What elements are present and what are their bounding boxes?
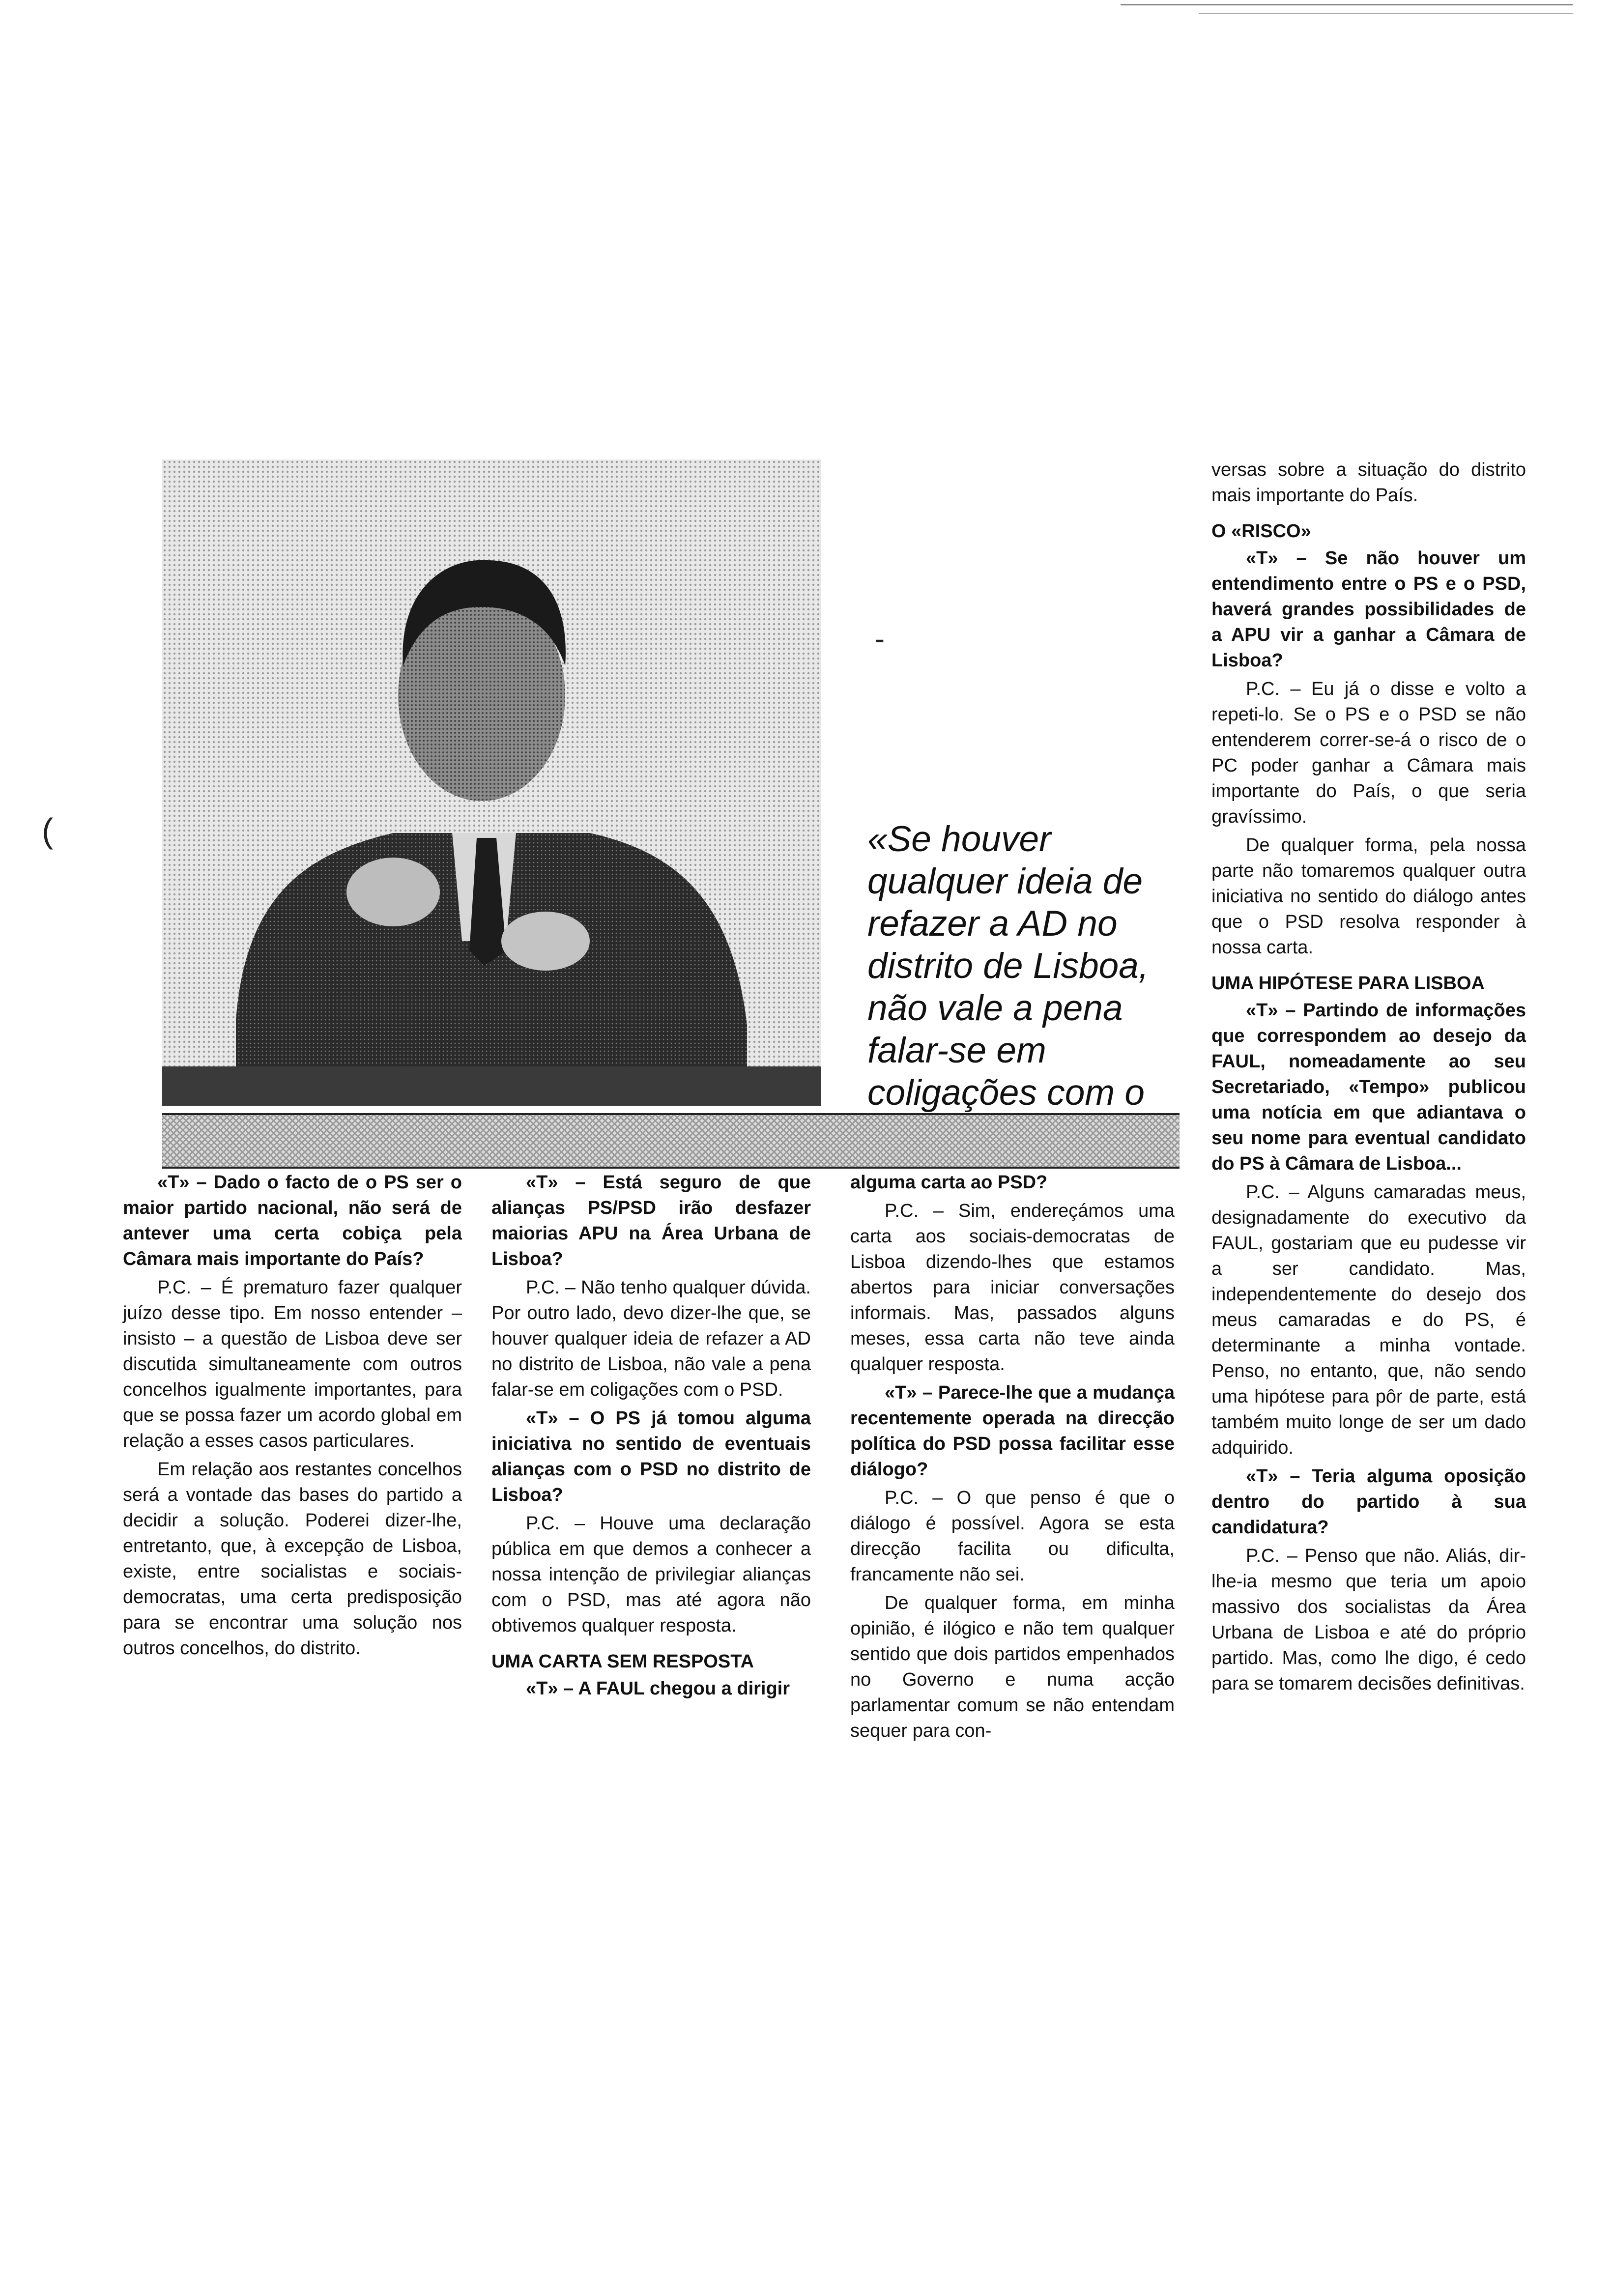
answer: De qualquer forma, em minha opinião, é ilógico e não tem qualquer sentido que dois partidos empenhados no Governo e numa acção parlamentar comum se não entendam sequer para con- [850, 1593, 1175, 1741]
question: «T» – Se não houver um entendimento entre o PS e o PSD, haverá grandes possibilidades de a APU vir a ganhar a Câmara de Lisboa? [1211, 548, 1526, 671]
question: «T» – Dado o facto de o PS ser o maior partido nacional, não será de antever uma certa cobiça pela Câmara mais importante do País? [123, 1172, 462, 1269]
column-2 [491, 1170, 811, 1704]
column-1 [123, 1170, 462, 1664]
pull-quote: «Se houver qualquer ideia de refazer a AD no distrito de Lisboa, não vale a pena falar-se em coligações com o [867, 819, 1149, 1113]
decorative-band [162, 1113, 1180, 1169]
subheading-risco: O «RISCO» [1211, 521, 1311, 542]
top-rule [1121, 4, 1573, 5]
question: «T» – Está seguro de que alianças PS/PSD irão desfazer maiorias APU na Área Urbana de Lisboa? [491, 1172, 811, 1269]
answer: P.C. – Houve uma declaração pública em que demos a conhecer a nossa intenção de privilegiar alianças com o PSD, mas até agora não obtivemos qualquer resposta. [491, 1513, 811, 1636]
question: «T» – Teria alguma oposição dentro do partido à sua candidatura? [1211, 1466, 1526, 1538]
question: «T» – Parece-lhe que a mudança recentemente operada na direcção política do PSD possa facilitar esse diálogo? [850, 1382, 1175, 1480]
answer: P.C. – Alguns camaradas meus, designadamente do executivo da FAUL, gostariam que eu pudesse vir a ser candidato. Mas, independentemente do desejo dos meus camaradas e do PS, é determinante a minha vontade. Penso, no entanto, que, não sendo uma hipótese para pôr de parte, está também muito longe de ser um dado adquirido. [1211, 1182, 1526, 1458]
column-4-top [1211, 457, 1526, 1699]
top-rule-secondary [1199, 13, 1573, 14]
subheading-carta: UMA CARTA SEM RESPOSTA [491, 1651, 754, 1672]
question: «T» – Partindo de informações que correspondem ao desejo da FAUL, nomeadamente ao seu Secretariado, «Tempo» publicou uma notícia em que adiantava o seu nome para eventual candidato do PS à Câmara de Lisboa... [1211, 1000, 1526, 1174]
answer: P.C. – É prematuro fazer qualquer juízo desse tipo. Em nosso entender – insisto – a questão de Lisboa deve ser discutida simultaneamente com outros concelhos igualmente importantes, para que se possa fazer um acordo global em relação a esses casos particulares. [123, 1277, 462, 1451]
answer: P.C. – O que penso é que o diálogo é possível. Agora se esta direcção facilita ou dificulta, francamente não sei. [850, 1488, 1175, 1585]
answer: Em relação aos restantes concelhos será a vontade das bases do partido a decidir a solução. Poderei dizer-lhe, entretanto, que, à excepção de Lisboa, existe, entre socialistas e sociais-democratas, uma certa predisposição para se encontrar uma solução nos outros concelhos, do distrito. [123, 1459, 462, 1659]
margin-mark: ( [42, 811, 54, 850]
answer: De qualquer forma, pela nossa parte não tomaremos qualquer outra iniciativa no sentido do diálogo antes que o PSD resolva responder à nossa carta. [1211, 835, 1526, 958]
answer: P.C. – Não tenho qualquer dúvida. Por outro lado, devo dizer-lhe que, se houver qualquer ideia de refazer a AD no distrito de Lisboa, não vale a pena falar-se em coligações com o PSD. [491, 1277, 811, 1400]
stray-mark: - [875, 622, 885, 655]
paragraph: versas sobre a situação do distrito mais importante do País. [1211, 459, 1526, 506]
question-continued: alguma carta ao PSD? [850, 1172, 1048, 1193]
subheading-hipotese: UMA HIPÓTESE PARA LISBOA [1211, 973, 1485, 994]
answer: P.C. – Eu já o disse e volto a repeti-lo. Se o PS e o PSD se não entenderem correr-se-á o risco de o PC poder ganhar a Câmara mais importante do País, o que seria gravíssimo. [1211, 679, 1526, 827]
answer: P.C. – Penso que não. Aliás, dir-lhe-ia mesmo que teria um apoio massivo dos socialistas da Área Urbana de Lisboa e até do próprio partido. Mas, como lhe digo, é cedo para se tomarem decisões definitivas. [1211, 1546, 1526, 1694]
answer: P.C. – Sim, endereçámos uma carta aos sociais-democratas de Lisboa dizendo-lhes que estamos abertos para iniciar conversações informais. Mas, passados alguns meses, essa carta não teve ainda qualquer resposta. [850, 1201, 1175, 1375]
column-3 [850, 1170, 1175, 1747]
interviewee-photo [162, 459, 821, 1106]
question: «T» – O PS já tomou alguma iniciativa no sentido de eventuais alianças com o PSD no distrito de Lisboa? [491, 1408, 811, 1505]
question: «T» – A FAUL chegou a dirigir [526, 1678, 790, 1699]
